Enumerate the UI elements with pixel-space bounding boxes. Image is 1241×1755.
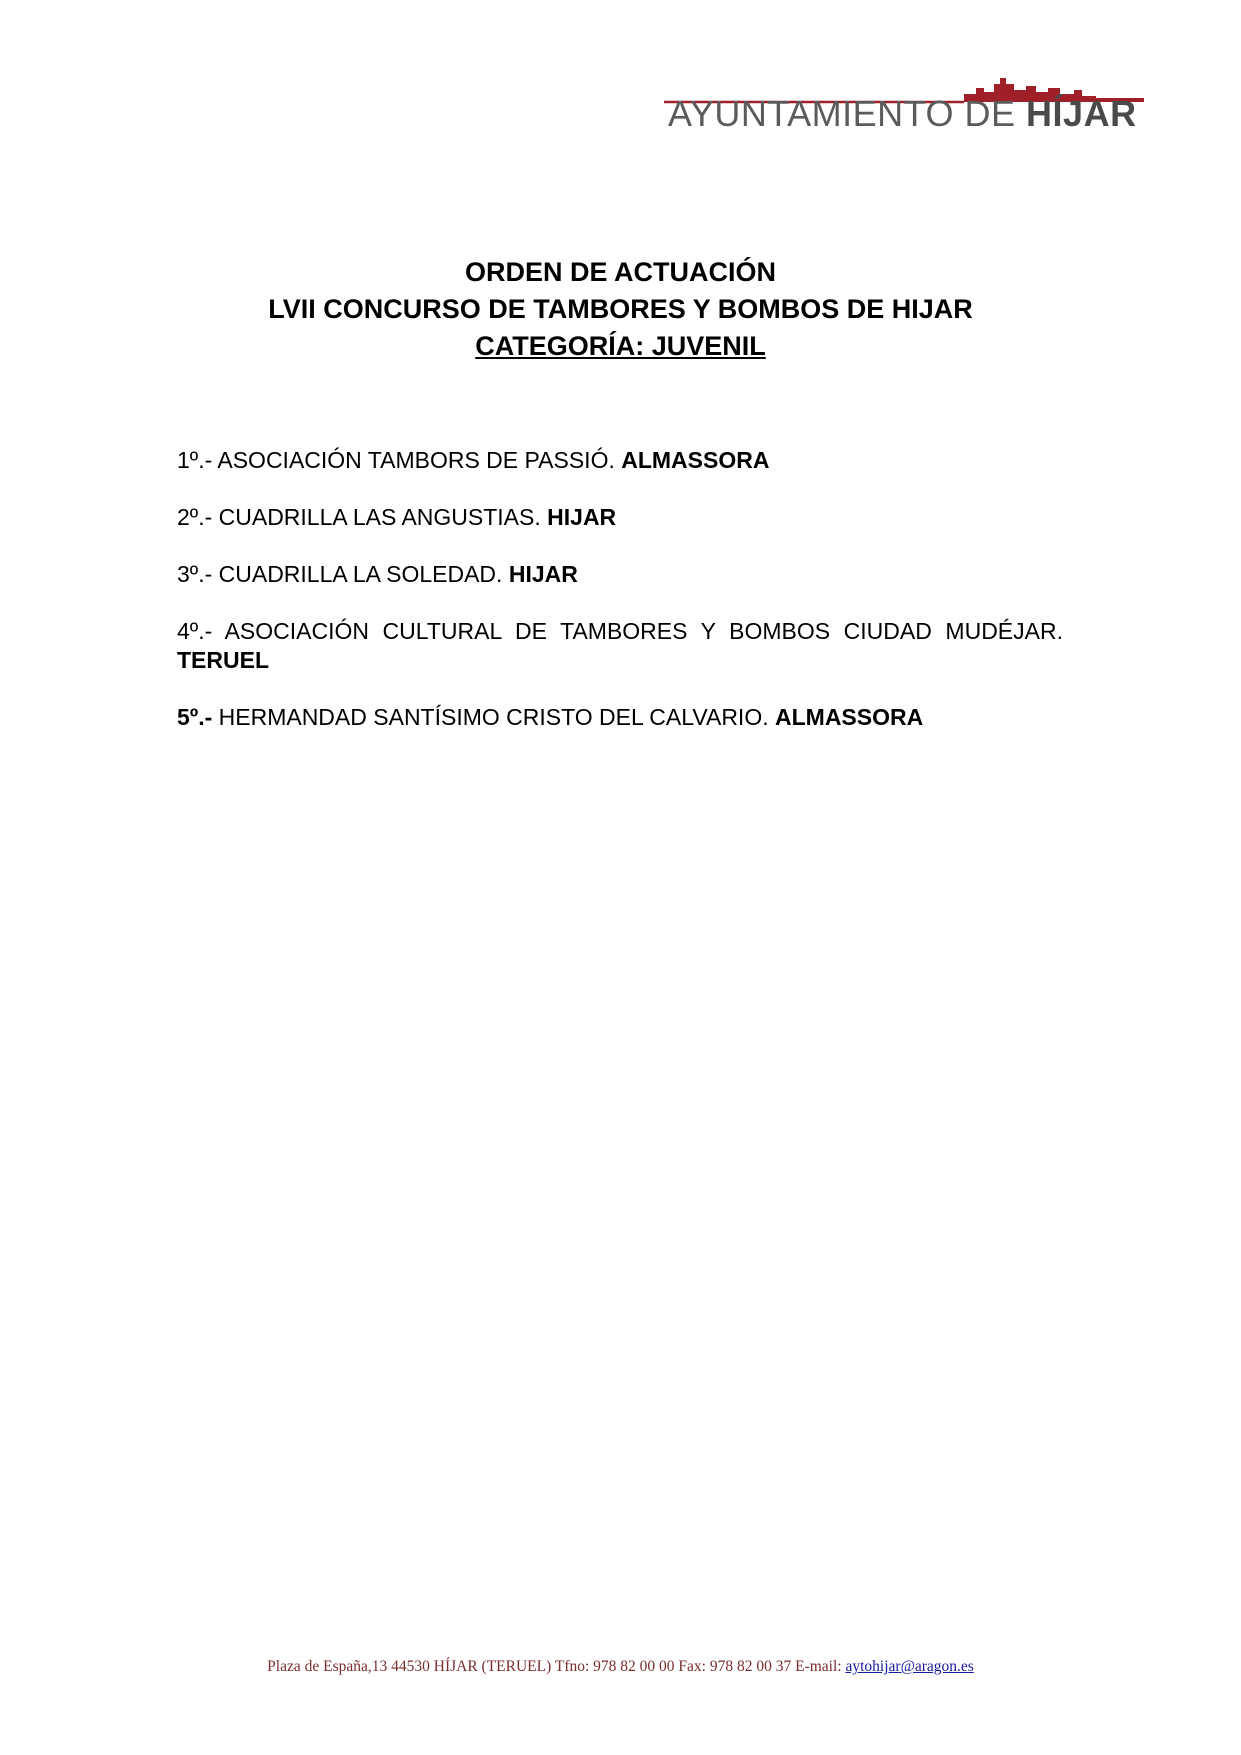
entry-number: 2º.-	[177, 504, 213, 530]
ayuntamiento-logo	[664, 78, 1144, 148]
list-item	[177, 703, 1063, 732]
list-item	[177, 617, 1063, 675]
logo-text-bold: HÍJAR	[1026, 93, 1137, 134]
entry-city: HIJAR	[508, 561, 578, 587]
entry-name: CUADRILLA LA SOLEDAD.	[218, 561, 503, 587]
entry-number: 5º.-	[177, 704, 213, 730]
entry-name: ASOCIACIÓN CULTURAL DE TAMBORES Y BOMBOS CIUDAD MUDÉJAR.	[224, 618, 1063, 644]
entry-number: 3º.-	[177, 561, 213, 587]
entry-name: ASOCIACIÓN TAMBORS DE PASSIÓ.	[217, 447, 615, 473]
title-line-1: ORDEN DE ACTUACIÓN	[464, 257, 776, 287]
logo-text-light: AYUNTAMIENTO DE	[668, 93, 1027, 134]
entry-city: TERUEL	[177, 647, 269, 673]
entry-name: CUADRILLA LAS ANGUSTIAS.	[218, 504, 541, 530]
title-line-2: LVII CONCURSO DE TAMBORES Y BOMBOS DE HIJAR	[268, 294, 973, 324]
entry-number: 4º.-	[177, 618, 213, 644]
document-title	[0, 254, 1241, 365]
footer-address: Plaza de España,13 44530 HÍJAR (TERUEL) Tfno: 978 82 00 00 Fax: 978 82 00 37 E-mail:	[267, 1658, 846, 1675]
entry-city: ALMASSORA	[775, 704, 924, 730]
entry-name: HERMANDAD SANTÍSIMO CRISTO DEL CALVARIO.	[218, 704, 769, 730]
title-line-3: CATEGORÍA: JUVENIL	[475, 331, 766, 361]
footer-email-link[interactable]: aytohijar@aragon.es	[845, 1658, 974, 1675]
list-item	[177, 446, 1063, 475]
entry-number: 1º.-	[177, 447, 213, 473]
list-item	[177, 503, 1063, 532]
list-item	[177, 560, 1063, 589]
footer-contact	[0, 1658, 1241, 1676]
entry-city: HIJAR	[547, 504, 617, 530]
logo-text	[668, 93, 1137, 134]
performance-order-list	[177, 446, 1063, 760]
entry-city: ALMASSORA	[621, 447, 770, 473]
